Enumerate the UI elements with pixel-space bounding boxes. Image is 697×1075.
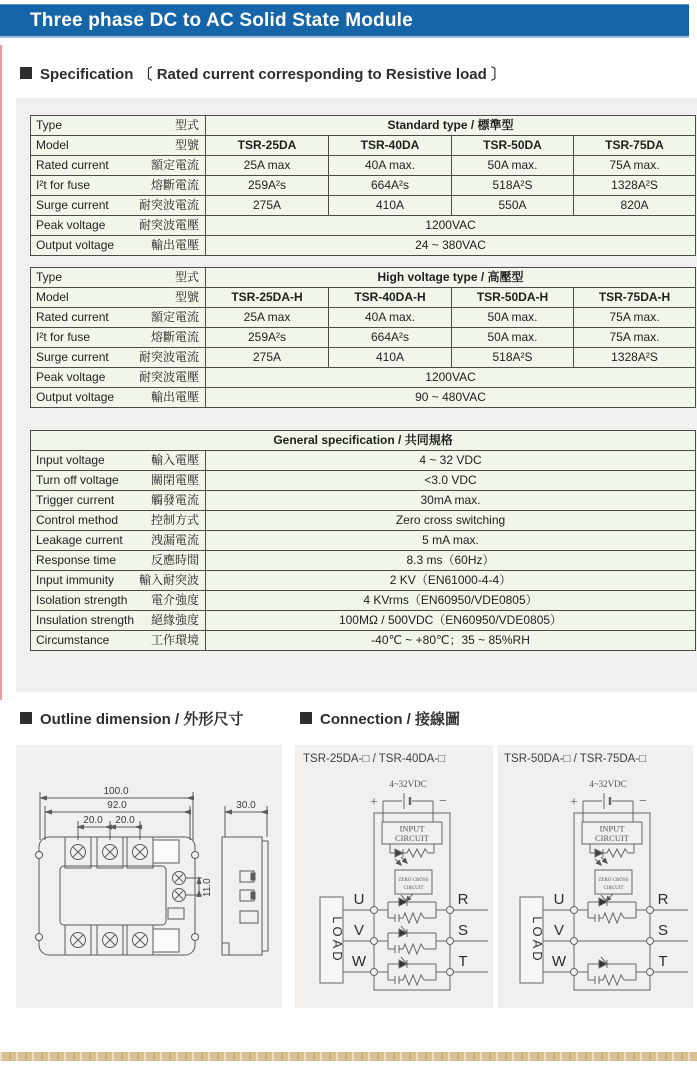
footer-decorative-strip (0, 1052, 697, 1061)
value-cell: 40A max. (329, 308, 452, 328)
table-row (31, 451, 696, 471)
section-square-icon (20, 67, 32, 79)
general-specification-table (30, 430, 696, 651)
value-cell: <3.0 VDC (206, 471, 696, 491)
value-cell: 664A²s (329, 176, 452, 196)
load-box (320, 897, 345, 983)
connection-schematic-b (498, 745, 693, 1008)
connection-diagram-50-75 (498, 745, 693, 1008)
row-label: Control method 控制方式 (31, 511, 206, 531)
row-label: Model 型號 (31, 288, 206, 308)
table-row (31, 156, 696, 176)
table-row (31, 288, 696, 308)
load-box (520, 897, 545, 983)
value-cell: 410A (329, 348, 452, 368)
table-row (31, 511, 696, 531)
svg-text:T: T (458, 953, 468, 970)
connection-diagram-25-40 (295, 745, 493, 1008)
specification-heading-bracket: 〔 Rated current corresponding to Resistive load 〕 (137, 66, 506, 83)
svg-text:R: R (657, 891, 669, 908)
input-circuit-box (582, 822, 642, 844)
table-header: General specification / 共同規格 (31, 431, 696, 451)
table-row (31, 591, 696, 611)
row-label: Input voltage 輸入電壓 (31, 451, 206, 471)
table-row (31, 136, 696, 156)
value-cell: -40℃ ~ +80℃；35 ~ 85%RH (206, 631, 696, 651)
value-cell: 4 ~ 32 VDC (206, 451, 696, 471)
value-cell: 259A²s (206, 176, 329, 196)
value-cell: Zero cross switching (206, 511, 696, 531)
svg-text:20.0: 20.0 (83, 815, 103, 826)
row-label: I²t for fuse 熔斷電流 (31, 328, 206, 348)
row-label: Type 型式 (31, 116, 206, 136)
value-cell: 75A max. (574, 156, 696, 176)
table-row (31, 571, 696, 591)
outline-dimension-drawing (16, 745, 282, 1008)
svg-text:100.0: 100.0 (103, 786, 129, 797)
table-row (31, 268, 696, 288)
value-cell: 820A (574, 196, 696, 216)
value-cell: 518A²S (452, 348, 574, 368)
value-cell: 1328A²S (574, 176, 696, 196)
table-row (31, 116, 696, 136)
value-cell: 30mA max. (206, 491, 696, 511)
svg-text:W: W (551, 953, 567, 970)
zero-cross-box (395, 870, 432, 901)
standard-type-table (30, 115, 696, 256)
table-row (31, 531, 696, 551)
svg-text:T: T (658, 953, 668, 970)
value-cell: 4 KVrms（EN60950/VDE0805） (206, 591, 696, 611)
plus-terminal: + (570, 795, 578, 810)
value-cell: 75A max. (574, 328, 696, 348)
row-label: Turn off voltage 關閉電壓 (31, 471, 206, 491)
front-view (36, 837, 199, 955)
terminal-labels (552, 891, 669, 970)
row-label: Rated current 額定電流 (31, 308, 206, 328)
table-row (31, 348, 696, 368)
svg-text:S: S (657, 922, 669, 939)
svg-text:30.0: 30.0 (236, 800, 256, 811)
value-cell: 100MΩ / 500VDC（EN60950/VDE0805） (206, 611, 696, 631)
diode-resistor-loop (390, 844, 434, 857)
value-cell: 2 KV（EN61000-4-4） (206, 571, 696, 591)
row-label: Surge current 耐突波電流 (31, 196, 206, 216)
row-label: Leakage current 洩漏電流 (31, 531, 206, 551)
table-row (31, 308, 696, 328)
value-cell-span: 90 ~ 480VAC (206, 388, 696, 408)
dimension-30 (225, 800, 267, 837)
value-cell: 1328A²S (574, 348, 696, 368)
table-row (31, 551, 696, 571)
diagram-title: TSR-25DA-□ / TSR-40DA-□ (303, 753, 446, 765)
page-title: Three phase DC to AC Solid State Module (30, 10, 413, 31)
model-cell: TSR-50DA-H (452, 288, 574, 308)
dimension-11 (186, 878, 213, 897)
model-cell: TSR-75DA (574, 136, 696, 156)
row-label: Response time 反應時間 (31, 551, 206, 571)
opto-arrows (395, 857, 407, 865)
value-cell: 275A (206, 348, 329, 368)
dc-supply (370, 779, 447, 822)
row-label: Peak voltage 耐突波電壓 (31, 368, 206, 388)
minus-terminal: − (639, 794, 647, 809)
opto-arrows (595, 857, 607, 865)
specification-heading (20, 63, 506, 84)
svg-text:W: W (351, 953, 367, 970)
model-cell: TSR-25DA-H (206, 288, 329, 308)
table-row (31, 368, 696, 388)
page-edge-line (0, 45, 2, 700)
model-cell: TSR-50DA (452, 136, 574, 156)
svg-text:CIRCUIT: CIRCUIT (395, 833, 429, 843)
value-cell: 25A max (206, 156, 329, 176)
dc-supply (570, 779, 647, 822)
svg-text:CIRCUIT: CIRCUIT (603, 886, 624, 891)
table-row (31, 491, 696, 511)
table-row (31, 176, 696, 196)
row-label: Isolation strength 電介強度 (31, 591, 206, 611)
zero-cross-box (595, 870, 632, 901)
value-cell: 664A²s (329, 328, 452, 348)
plus-terminal: + (370, 795, 378, 810)
outline-dimension-heading: Outline dimension / 外形尺寸 (20, 708, 243, 729)
svg-text:V: V (553, 922, 565, 939)
svg-text:LOAD: LOAD (530, 916, 545, 964)
connection-schematic-a (295, 745, 493, 1008)
value-cell-span: 24 ~ 380VAC (206, 236, 696, 256)
model-cell: TSR-75DA-H (574, 288, 696, 308)
svg-text:4~32VDC: 4~32VDC (389, 779, 427, 789)
table-row (31, 196, 696, 216)
row-label: Surge current 耐突波電流 (31, 348, 206, 368)
input-circuit-box (382, 822, 442, 844)
minus-terminal: − (439, 794, 447, 809)
svg-text:20.0: 20.0 (115, 815, 135, 826)
value-cell: 5 mA max. (206, 531, 696, 551)
svg-text:U: U (353, 891, 365, 908)
svg-text:ZERO CROSS: ZERO CROSS (398, 878, 429, 883)
row-label: Trigger current 觸發電流 (31, 491, 206, 511)
svg-text:U: U (553, 891, 565, 908)
row-label: Peak voltage 耐突波電壓 (31, 216, 206, 236)
terminal-labels (352, 891, 469, 970)
terminal-screws-top (71, 845, 148, 860)
dimension-100 (40, 786, 193, 840)
value-cell: 275A (206, 196, 329, 216)
dimension-20-20 (78, 815, 140, 840)
svg-text:R: R (457, 891, 469, 908)
row-label: Rated current 額定電流 (31, 156, 206, 176)
terminal-screws-bottom (71, 933, 148, 948)
value-cell: 75A max. (574, 308, 696, 328)
svg-text:INPUT: INPUT (599, 823, 625, 834)
section-square-icon (300, 712, 312, 724)
svg-text:ZERO CROSS: ZERO CROSS (598, 878, 629, 883)
svg-text:LOAD: LOAD (330, 916, 345, 964)
value-cell-span: 1200VAC (206, 368, 696, 388)
row-label: I²t for fuse 熔斷電流 (31, 176, 206, 196)
table-header: Standard type / 標準型 (206, 116, 696, 136)
row-label: Output voltage 輸出電壓 (31, 236, 206, 256)
table-row (31, 471, 696, 491)
svg-text:4~32VDC: 4~32VDC (589, 779, 627, 789)
side-view (222, 837, 268, 955)
row-label: Circumstance 工作環境 (31, 631, 206, 651)
value-cell: 518A²S (452, 176, 574, 196)
page-title-bar (0, 4, 689, 38)
value-cell: 550A (452, 196, 574, 216)
table-row (31, 388, 696, 408)
specification-panel (16, 98, 697, 692)
value-cell: 8.3 ms（60Hz） (206, 551, 696, 571)
outline-dimension-panel (16, 745, 282, 1008)
model-cell: TSR-40DA (329, 136, 452, 156)
table-row (31, 611, 696, 631)
value-cell: 50A max. (452, 156, 574, 176)
value-cell: 40A max. (329, 156, 452, 176)
table-row (31, 236, 696, 256)
row-label: Insulation strength 絕緣強度 (31, 611, 206, 631)
table-row (31, 216, 696, 236)
table-header: High voltage type / 高壓型 (206, 268, 696, 288)
row-label: Output voltage 輸出電壓 (31, 388, 206, 408)
value-cell: 50A max. (452, 308, 574, 328)
control-screws-right (173, 872, 186, 902)
svg-text:S: S (457, 922, 469, 939)
specification-heading-label: Specification (40, 66, 134, 83)
svg-text:92.0: 92.0 (107, 800, 127, 811)
value-cell: 410A (329, 196, 452, 216)
row-label: Model 型號 (31, 136, 206, 156)
svg-text:INPUT: INPUT (399, 823, 425, 834)
svg-text:V: V (353, 922, 365, 939)
model-cell: TSR-25DA (206, 136, 329, 156)
model-cell: TSR-40DA-H (329, 288, 452, 308)
svg-text:CIRCUIT: CIRCUIT (595, 833, 629, 843)
diagram-title: TSR-50DA-□ / TSR-75DA-□ (504, 753, 647, 765)
table-row (31, 328, 696, 348)
value-cell: 259A²s (206, 328, 329, 348)
value-cell: 50A max. (452, 328, 574, 348)
value-cell-span: 1200VAC (206, 216, 696, 236)
row-label: Input immunity 輸入耐突波 (31, 571, 206, 591)
diode-resistor-loop (590, 844, 634, 857)
section-square-icon (20, 712, 32, 724)
connection-heading: Connection / 接線圖 (300, 708, 460, 729)
table-row (31, 431, 696, 451)
row-label: Type 型式 (31, 268, 206, 288)
value-cell: 25A max (206, 308, 329, 328)
svg-text:11.0: 11.0 (202, 878, 213, 897)
high-voltage-type-table (30, 267, 696, 408)
table-row (31, 631, 696, 651)
svg-text:CIRCUIT: CIRCUIT (403, 886, 424, 891)
